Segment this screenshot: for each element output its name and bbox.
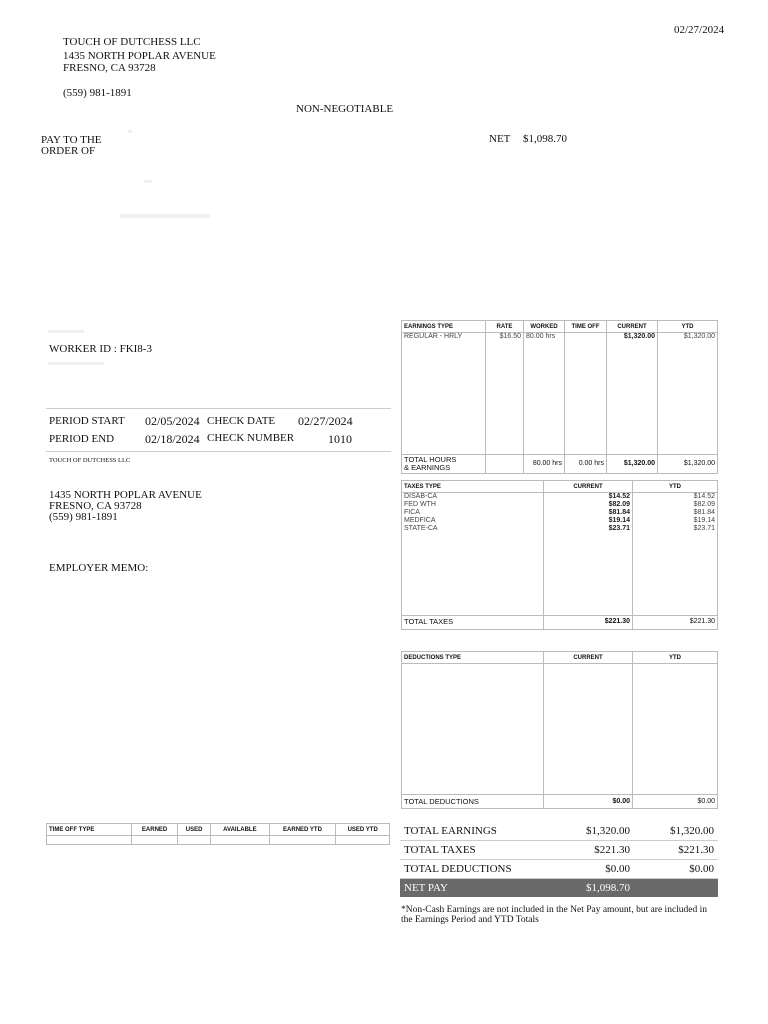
tax-current: $82.09 [544, 501, 633, 509]
earnings-total-ytd: $1,320.00 [658, 455, 718, 474]
taxes-table [401, 480, 718, 630]
summary-row-total-earnings [400, 822, 718, 841]
table-row [402, 517, 718, 525]
pay-to-label-line2: ORDER OF [41, 145, 96, 157]
summary-label: TOTAL DEDUCTIONS [404, 863, 512, 875]
column-header: TIME OFF [565, 321, 607, 333]
summary-row-net-pay [400, 879, 718, 897]
table-row [402, 501, 718, 509]
company-address-line2: FRESNO, CA 93728 [63, 62, 156, 74]
summary-label: TOTAL TAXES [404, 844, 476, 856]
column-header: YTD [633, 481, 718, 493]
column-header: CURRENT [607, 321, 658, 333]
column-header: USED [178, 824, 211, 836]
column-header: CURRENT [544, 652, 633, 664]
tax-ytd: $19.14 [633, 517, 718, 525]
check-date-label: CHECK DATE [207, 415, 276, 427]
deductions-total-current: $0.00 [544, 795, 633, 809]
table-row [402, 525, 718, 615]
stub-address-line1: 1435 NORTH POPLAR AVENUE [49, 489, 202, 501]
divider [46, 408, 391, 409]
column-header: TAXES TYPE [402, 481, 544, 493]
summary-current: $221.30 [594, 844, 630, 856]
check-date-value: 02/27/2024 [298, 414, 353, 428]
table-row [402, 493, 718, 502]
employer-memo-label: EMPLOYER MEMO: [49, 562, 149, 574]
taxes-total-current: $221.30 [544, 615, 633, 629]
earnings-current: $1,320.00 [607, 333, 658, 455]
summary-current: $0.00 [605, 863, 630, 875]
footnote: *Non-Cash Earnings are not included in the Net Pay amount, but are included in the Earnings Period and YTD Totals [401, 905, 708, 925]
column-header: AVAILABLE [211, 824, 269, 836]
tax-type: FED WTH [402, 501, 544, 509]
time-off-table [46, 823, 390, 845]
earnings-total-current: $1,320.00 [607, 455, 658, 474]
column-header: EARNED [132, 824, 178, 836]
tax-ytd: $81.84 [633, 509, 718, 517]
tax-current: $19.14 [544, 517, 633, 525]
period-end-label: PERIOD END [49, 433, 115, 445]
column-header: CURRENT [544, 481, 633, 493]
column-header: USED YTD [336, 824, 390, 836]
summary-row-total-taxes [400, 841, 718, 860]
table-row [402, 333, 718, 455]
check-date: 02/27/2024 [674, 24, 725, 36]
net-label: NET [489, 133, 511, 145]
earnings-time-off [565, 333, 607, 455]
redaction-mark [144, 180, 152, 183]
period-start-value: 02/05/2024 [145, 414, 200, 428]
tax-type: DISAB-CA [402, 493, 544, 502]
table-row [402, 664, 718, 795]
summary-current: $1,098.70 [586, 882, 630, 894]
summary-label: TOTAL EARNINGS [404, 825, 497, 837]
earnings-total-worked: 80.00 hrs [524, 455, 565, 474]
net-amount: $1,098.70 [523, 133, 567, 145]
summary-ytd: $221.30 [678, 844, 714, 856]
earnings-rate: $16.50 [486, 333, 524, 455]
earnings-total-time-off: 0.00 hrs [565, 455, 607, 474]
deductions-total-ytd: $0.00 [633, 795, 718, 809]
earnings-ytd: $1,320.00 [658, 333, 718, 455]
column-header: WORKED [524, 321, 565, 333]
earnings-worked: 80.00 hrs [524, 333, 565, 455]
tax-ytd: $82.09 [633, 501, 718, 509]
summary-ytd: $1,320.00 [670, 825, 714, 837]
tax-type: FICA [402, 509, 544, 517]
column-header: RATE [486, 321, 524, 333]
stub-phone: (559) 981-1891 [49, 511, 118, 523]
taxes-total-row [402, 615, 718, 629]
check-number-label: CHECK NUMBER [207, 432, 295, 444]
pay-to-label-line1: PAY TO THE [41, 134, 102, 146]
company-address-line1: 1435 NORTH POPLAR AVENUE [63, 50, 216, 62]
summary-ytd: $0.00 [689, 863, 714, 875]
deductions-total-label: TOTAL DEDUCTIONS [402, 795, 544, 809]
tax-type: STATE-CA [402, 525, 544, 615]
redaction-mark [120, 214, 210, 218]
column-header: EARNINGS TYPE [402, 321, 486, 333]
deductions-total-row [402, 795, 718, 809]
earnings-table [401, 320, 718, 474]
redaction-mark [128, 130, 132, 133]
tax-current: $23.71 [544, 525, 633, 615]
table-row [402, 509, 718, 517]
column-header: YTD [658, 321, 718, 333]
pay-summary [400, 822, 718, 897]
earnings-total-row [402, 455, 718, 474]
tax-ytd: $14.52 [633, 493, 718, 502]
tax-type: MEDFICA [402, 517, 544, 525]
tax-ytd: $23.71 [633, 525, 718, 615]
non-negotiable-label: NON-NEGOTIABLE [296, 103, 394, 115]
divider [46, 451, 391, 452]
tax-current: $81.84 [544, 509, 633, 517]
column-header: TIME OFF TYPE [47, 824, 132, 836]
stub-company-name: TOUCH OF DUTCHESS LLC [49, 457, 131, 464]
summary-row-total-deductions [400, 860, 718, 879]
check-number-value: 1010 [328, 432, 352, 446]
stub-address-line2: FRESNO, CA 93728 [49, 500, 142, 512]
company-phone: (559) 981-1891 [63, 87, 132, 99]
worker-id: WORKER ID : FKI8-3 [49, 343, 152, 355]
summary-current: $1,320.00 [586, 825, 630, 837]
company-name: TOUCH OF DUTCHESS LLC [63, 36, 201, 48]
summary-label: NET PAY [404, 882, 448, 894]
column-header: EARNED YTD [269, 824, 336, 836]
tax-current: $14.52 [544, 493, 633, 502]
column-header: DEDUCTIONS TYPE [402, 652, 544, 664]
taxes-total-label: TOTAL TAXES [402, 615, 544, 629]
redaction-mark [48, 330, 84, 333]
period-start-label: PERIOD START [49, 415, 125, 427]
column-header: YTD [633, 652, 718, 664]
earnings-total-label-2: & EARNINGS [404, 463, 451, 472]
period-end-value: 02/18/2024 [145, 432, 200, 446]
earnings-total-label-1: TOTAL HOURS [404, 455, 457, 464]
deductions-table [401, 651, 718, 809]
taxes-total-ytd: $221.30 [633, 615, 718, 629]
earnings-type: REGULAR - HRLY [402, 333, 486, 455]
redaction-mark [48, 362, 104, 365]
